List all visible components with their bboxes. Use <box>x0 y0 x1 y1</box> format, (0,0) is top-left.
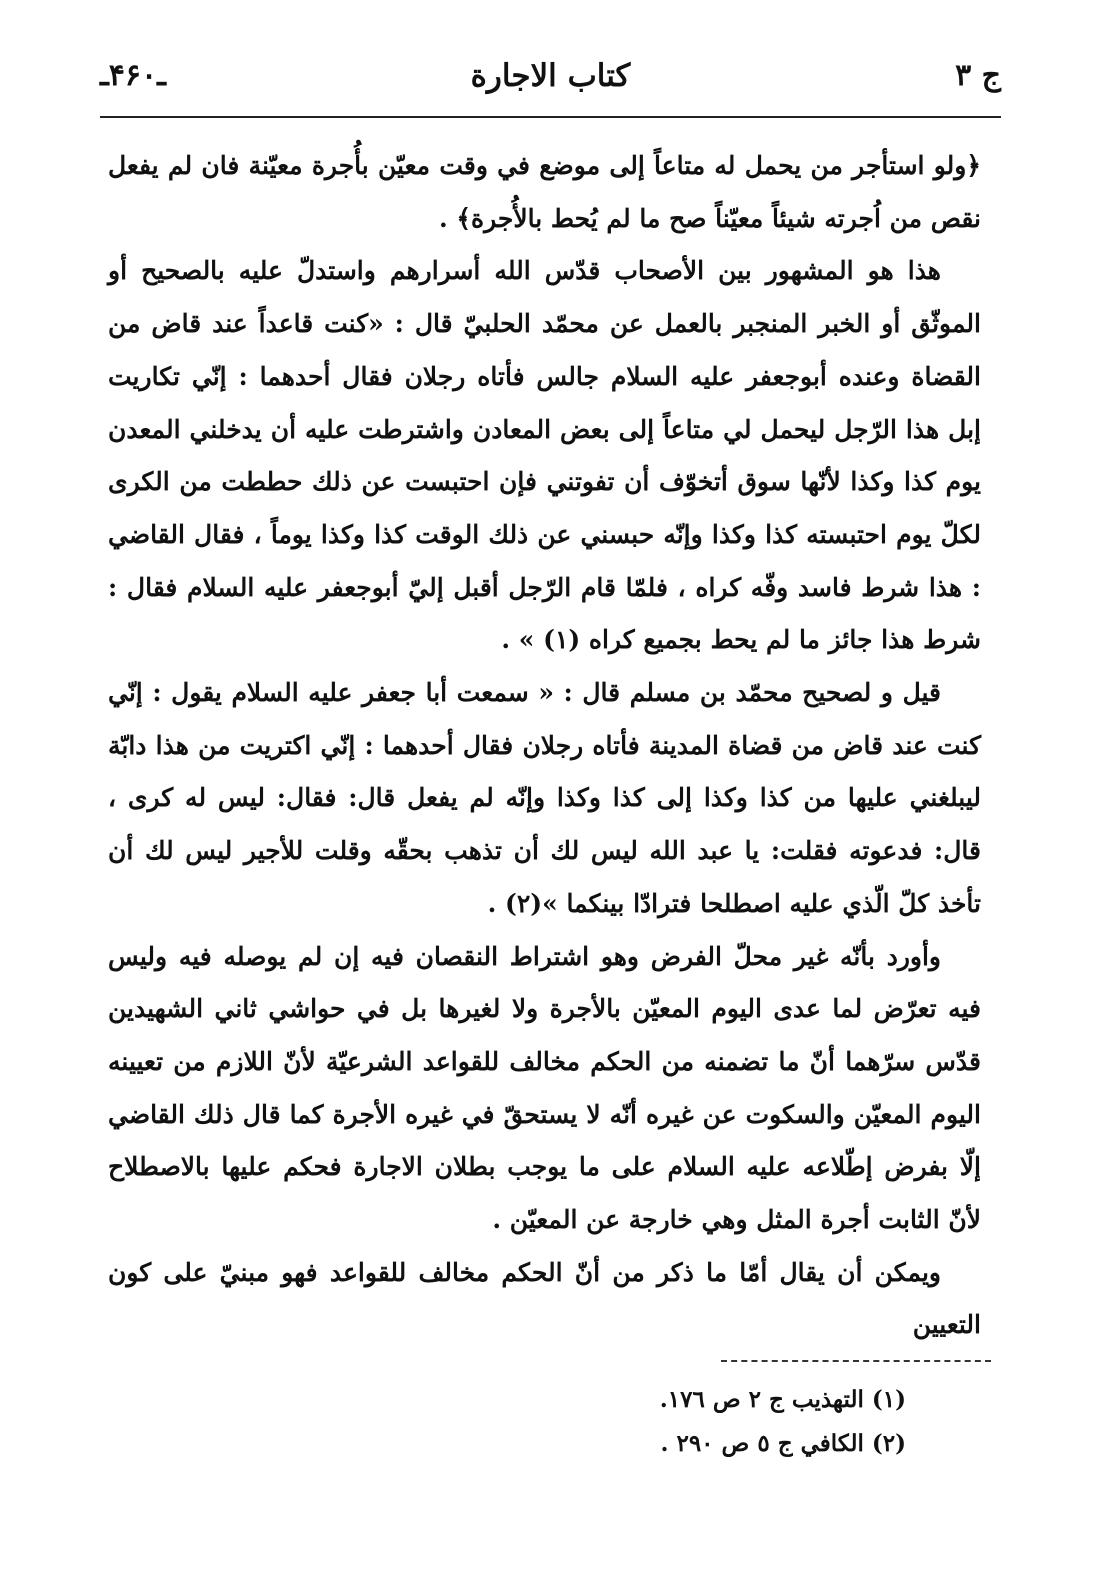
page-number: ـ۴۶۰ـ <box>100 58 166 93</box>
paragraph: قيل و لصحيح محمّد بن مسلم قال : « سمعت أبا جعفر عليه السلام يقول : إنّي كنت عند قاض من قضاة المدينة فأتاه رجلان فقال أحدهما : إنّي اكتريت من هذا دابّة ليبلغني عليها من كذا وكذا إلى كذا وكذا وإنّه لم يفعل قال: فقال: ليس له كرى ، قال: فدعوته فقلت: يا عبد الله ليس لك أن تذهب بحقّه وقلت للأجير ليس لك أن تأخذ كلّ الّذي عليه اصطلحا فترادّا بينكما »(٢) . <box>108 678 981 918</box>
running-header <box>100 58 1001 110</box>
paragraph: هذا هو المشهور بين الأصحاب قدّس الله أسرارهم واستدلّ عليه بالصحيح أو الموثّق أو الخبر المنجبر بالعمل عن محمّد الحلبيّ قال : «كنت قاعداً عند قاض من القضاة وعنده أبوجعفر عليه السلام جالس فأتاه رجلان فقال أحدهما : إنّي تكاريت إبل هذا الرّجل ليحمل لي متاعاً إلى بعض المعادن واشترطت عليه أن يدخلني المعدن يوم كذا وكذا لأنّها سوق أتخوّف أن تفوتني فإن احتبست عن ذلك حططت من الكرى لكلّ يوم احتبسته كذا وكذا وإنّه حبسني عن ذلك الوقت كذا وكذا يوماً ، فقال القاضي : هذا شرط فاسد وفّه كراه ، فلمّا قام الرّجل أقبل إليّ أبوجعفر عليه السلام فقال : شرط هذا جائز ما لم يحط بجميع كراه (١) » . <box>108 256 981 655</box>
footnotes <box>108 1378 906 1466</box>
header-divider <box>100 116 1001 118</box>
paragraph: ويمكن أن يقال أمّا ما ذكر من أنّ الحكم مخالف للقواعد فهو مبنيّ على كون التعيين <box>108 1257 981 1340</box>
paragraph-matn: ﴿ولو استأجر من يحمل له متاعاً إلى موضع في وقت معيّن بأُجرة معيّنة فان لم يفعل نقص من اُجرته شيئاً معيّناً صح ما لم يُحط بالأُجرة﴾ . <box>108 151 981 233</box>
footnote: (١) التهذيب ج ٢ ص ١٧٦. <box>659 1386 906 1413</box>
footnote-divider <box>721 1360 991 1362</box>
volume-label: ج ٣ <box>955 58 1001 93</box>
paragraph: وأورد بأنّه غير محلّ الفرض وهو اشتراط النقصان فيه إن لم يوصله فيه وليس فيه تعرّض لما عدى اليوم المعيّن بالأجرة ولا لغيرها بل في حواشي ثاني الشهيدين قدّس سرّهما أنّ ما تضمنه من الحكم مخالف للقواعد الشرعيّة لأنّ اللازم من تعيينه اليوم المعيّن والسكوت عن غيره أنّه لا يستحقّ في غيره الأجرة كما قال ذلك القاضي إلّا بفرض إطّلاعه عليه السلام على ما يوجب بطلان الاجارة فحكم عليها بالاصطلاح لأنّ الثابت أجرة المثل وهي خارجة عن المعيّن . <box>108 941 981 1235</box>
book-title: كتاب الاجارة <box>470 58 631 94</box>
main-text <box>108 140 981 1352</box>
footnote: (٢) الكافي ج ٥ ص ٢٩٠ . <box>660 1430 906 1457</box>
